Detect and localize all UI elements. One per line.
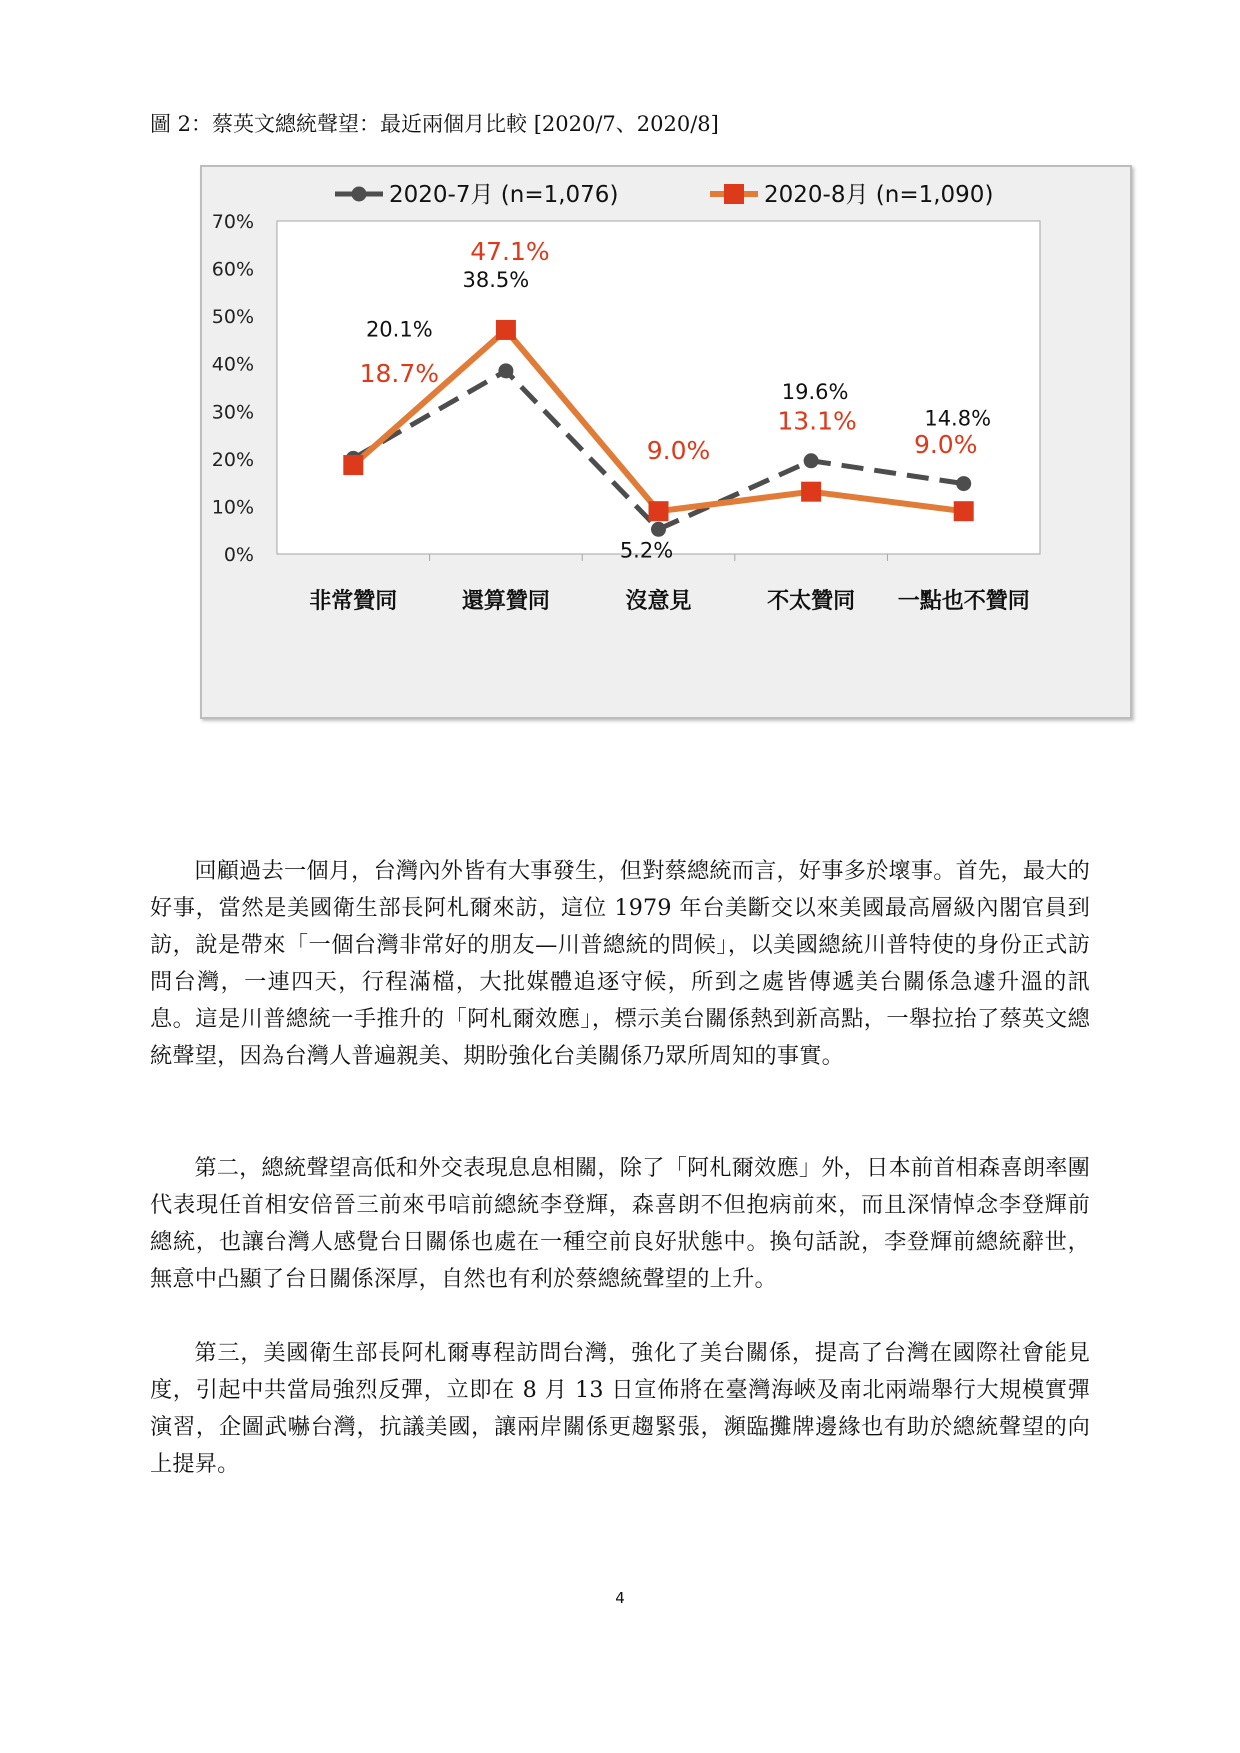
data-point [498,363,513,378]
data-point [956,476,971,491]
legend-marker [352,187,367,202]
data-label: 13.1% [777,406,857,436]
data-point [801,482,821,502]
y-tick-label: 60% [211,258,254,281]
data-point [804,453,819,468]
x-tick-label: 一點也不贊同 [897,589,1030,614]
data-label: 18.7% [359,359,440,389]
paragraph-1: 回顧過去一個月，台灣內外皆有大事發生，但對蔡總統而言，好事多於壞事。首先，最大的好事，當然是美國衛生部長阿札爾來訪，這位 1979 年台美斷交以來美國最高層級內閣官員到訪，說是帶來「一個台灣非常好的朋友—川普總統的問候」，以美國總統川普特使的身份正式訪問台灣，一連四天，行程滿檔，大批媒體追逐守候，所到之處皆傳遞美台關係急遽升溫的訊息。這是川普總統一手推升的「阿札爾效應」，標示美台關係熱到新高點，一舉拉抬了蔡英文總統聲望，因為台灣人普遍親美、期盼強化台美關係乃眾所周知的事實。 [150,858,1090,1069]
y-tick-label: 50% [211,306,254,329]
y-tick-label: 70% [211,211,254,233]
legend-marker [724,184,744,204]
data-point [651,522,666,537]
data-point [496,320,516,340]
line-chart [202,167,1130,717]
y-tick-label: 10% [211,496,254,519]
chart-frame [200,165,1132,719]
figure-caption: 圖 2：蔡英文總統聲望：最近兩個月比較 [2020/7、2020/8] [150,112,719,136]
x-tick-label: 不太贊同 [767,589,856,614]
legend-label: 2020-7月 (n=1,076) [389,182,619,208]
data-label: 14.8% [924,406,992,431]
data-label: 9.0% [913,430,978,460]
y-tick-label: 40% [211,353,254,376]
data-label: 9.0% [646,436,711,466]
y-tick-label: 0% [223,544,254,566]
legend-label: 2020-8月 (n=1,090) [764,182,994,208]
paragraph-3: 第三，美國衛生部長阿札爾專程訪問台灣，強化了美台關係，提高了台灣在國際社會能見度，引起中共當局強烈反彈，立即在 8 月 13 日宣佈將在臺灣海峽及南北兩端舉行大規模實彈演習，企圖武嚇台灣，抗議美國，讓兩岸關係更趨緊張，瀕臨攤牌邊緣也有助於總統聲望的向上提昇。 [150,1340,1090,1477]
page-number: 4 [615,1589,625,1607]
data-label: 19.6% [781,379,849,404]
x-tick-label: 還算贊同 [461,589,550,614]
data-label: 5.2% [619,538,674,563]
y-tick-label: 30% [211,401,254,424]
paragraph-2: 第二，總統聲望高低和外交表現息息相關，除了「阿札爾效應」外，日本前首相森喜朗率團代表現任首相安倍晉三前來弔唁前總統李登輝，森喜朗不但抱病前來，而且深情悼念李登輝前總統，也讓台灣人感覺台日關係也處在一種空前良好狀態中。換句話說，李登輝前總統辭世，無意中凸顯了台日關係深厚，自然也有利於蔡總統聲望的上升。 [150,1155,1090,1292]
x-tick-label: 非常贊同 [309,589,398,614]
data-label: 38.5% [462,267,530,292]
data-label: 47.1% [470,236,550,266]
y-tick-label: 20% [211,448,254,471]
data-label: 20.1% [365,317,433,342]
data-point [343,455,363,475]
data-point [954,501,974,521]
data-point [649,501,669,521]
x-tick-label: 沒意見 [625,589,692,614]
